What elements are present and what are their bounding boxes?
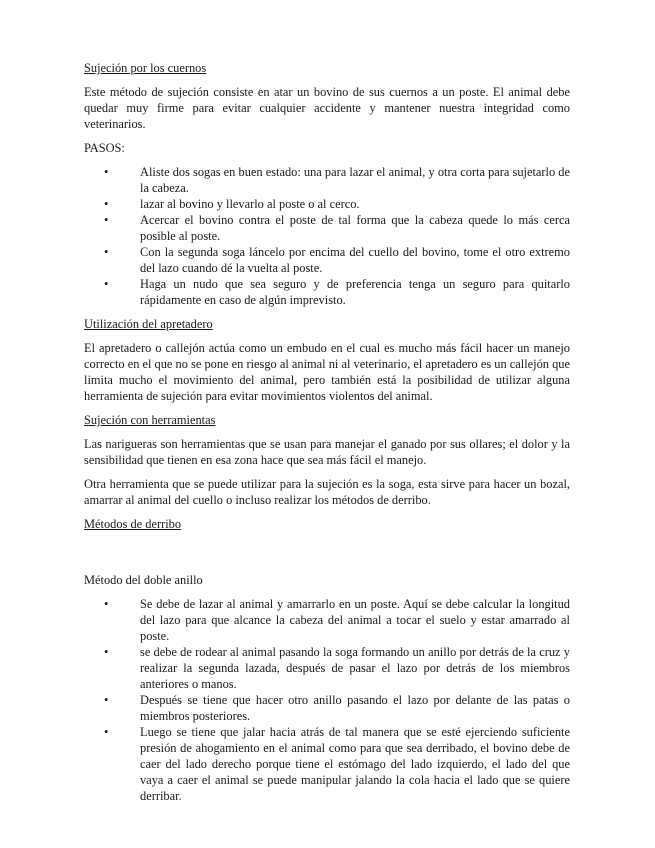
bullet-icon: •	[104, 645, 109, 659]
list-item	[84, 724, 570, 804]
list-pasos-derribo	[84, 596, 570, 804]
list-item	[84, 212, 570, 244]
list-item	[84, 644, 570, 692]
list-item-text: Con la segunda soga láncelo por encima del cuello del bovino, tome el otro extremo del lazo cuando dé la vuelta al poste.	[140, 245, 570, 275]
paragraph-soga: Otra herramienta que se puede utilizar para la sujeción es la soga, esta sirve para hacer un bozal, amarrar al animal del cuello o incluso realizar los métodos de derribo.	[84, 477, 570, 507]
heading-metodos-derribo: Métodos de derribo	[84, 517, 182, 531]
list-item	[84, 164, 570, 196]
bullet-icon: •	[104, 277, 109, 291]
list-item-text: Acercar el bovino contra el poste de tal forma que la cabeza quede lo más cerca posible al poste.	[140, 213, 570, 243]
heading-sujecion-cuernos: Sujeción por los cuernos	[84, 61, 207, 75]
bullet-icon: •	[104, 245, 109, 259]
list-item-text: Luego se tiene que jalar hacia atrás de tal manera que se esté ejerciendo suficiente presión de ahogamiento en el animal como para que sea derribado, el bovino debe de caer del lado derecho porque tiene el estómago del lado izquierdo, el lado del que vaya a caer el animal se puede manipular jalando la cola hacia el lado que se quiere derribar.	[140, 725, 570, 803]
heading-apretadero: Utilización del apretadero	[84, 317, 213, 331]
list-item	[84, 276, 570, 308]
paragraph-cuernos-intro: Este método de sujeción consiste en atar un bovino de sus cuernos a un poste. El animal debe quedar muy firme para evitar cualquier accidente y mantener nuestra integridad como veterinarios.	[84, 85, 570, 131]
document-page	[84, 60, 570, 812]
bullet-icon: •	[104, 213, 109, 227]
bullet-icon: •	[104, 693, 109, 707]
list-item-text: lazar al bovino y llevarlo al poste o al cerco.	[140, 197, 360, 211]
subheading-doble-anillo: Método del doble anillo	[84, 573, 203, 587]
bullet-icon: •	[104, 597, 109, 611]
list-item-text: Se debe de lazar al animal y amarrarlo en un poste. Aquí se debe calcular la longitud del lazo para que alcance la cabeza del animal a tocar el suelo y estar amarrado al poste.	[140, 597, 570, 643]
bullet-icon: •	[104, 165, 109, 179]
heading-herramientas: Sujeción con herramientas	[84, 413, 216, 427]
label-pasos: PASOS:	[84, 141, 125, 155]
list-item	[84, 692, 570, 724]
list-item-text: Haga un nudo que sea seguro y de preferencia tenga un seguro para quitarlo rápidamente en caso de algún imprevisto.	[140, 277, 570, 307]
list-item	[84, 596, 570, 644]
blank-space	[84, 540, 570, 572]
paragraph-apretadero: El apretadero o callejón actúa como un embudo en el cual es mucho más fácil hacer un manejo correcto en el que no se pone en riesgo al animal ni al veterinario, el apretadero es un callejón que limita mucho el movimiento del animal, pero también está la posibilidad de utilizar alguna herramienta de sujeción para evitar movimientos violentos del animal.	[84, 341, 570, 403]
list-item	[84, 244, 570, 276]
bullet-icon: •	[104, 725, 109, 739]
list-pasos-cuernos	[84, 164, 570, 308]
paragraph-narigueras: Las narigueras son herramientas que se usan para manejar el ganado por sus ollares; el dolor y la sensibilidad que tienen en esa zona hace que sea más fácil el manejo.	[84, 437, 570, 467]
list-item-text: Después se tiene que hacer otro anillo pasando el lazo por delante de las patas o miembros posteriores.	[140, 693, 570, 723]
list-item-text: se debe de rodear al animal pasando la soga formando un anillo por detrás de la cruz y realizar la segunda lazada, después de pasar el lazo por detrás de los miembros anteriores o manos.	[140, 645, 570, 691]
bullet-icon: •	[104, 197, 109, 211]
list-item-text: Aliste dos sogas en buen estado: una para lazar el animal, y otra corta para sujetarlo de la cabeza.	[140, 165, 570, 195]
list-item	[84, 196, 570, 212]
